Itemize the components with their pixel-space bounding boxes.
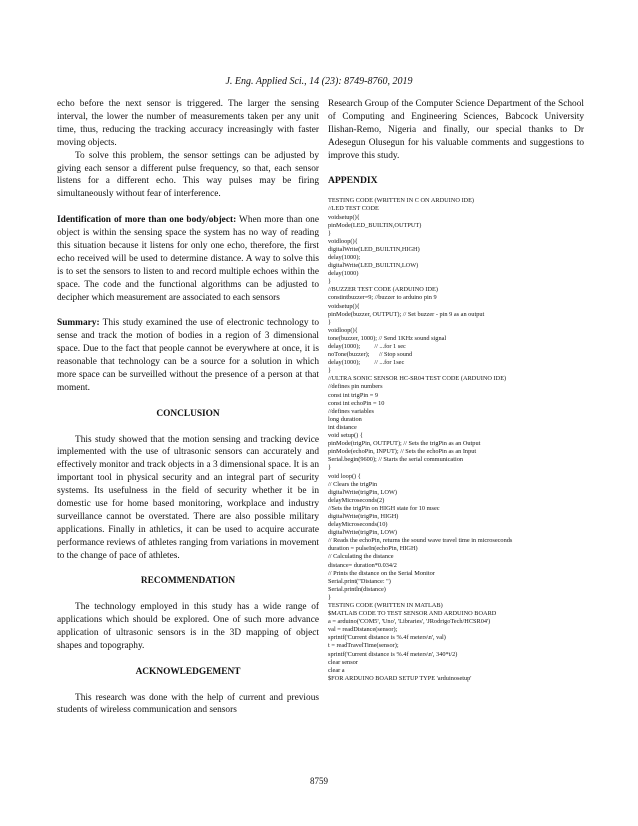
running-header: J. Eng. Applied Sci., 14 (23): 8749-8760, 2019 <box>225 76 413 87</box>
appendix-heading: APPENDIX <box>328 175 378 187</box>
right-column <box>328 98 584 683</box>
acknowledgement-continued: Research Group of the Computer Science Department of the School of Computing and Engineering Sciences, Babcock University Ilishan-Remo, Nigeria and finally, our special thanks to Dr Adesegun Olusegun for his valuable comments and suggestions to improve this study. <box>328 99 584 161</box>
page-number: 8759 <box>310 776 328 786</box>
left-column <box>57 98 319 717</box>
paragraph: echo before the next sensor is triggered. The larger the sensing interval, the lower the number of measurements taken per any unit time, thus, reducing the tracking accuracy increasingly with faster moving objects. <box>57 99 319 148</box>
acknowledgement-heading: ACKNOWLEDGEMENT <box>135 666 241 677</box>
paragraph: To solve this problem, the sensor settings can be adjusted by giving each sensor a different pulse frequency, so that, each sensor listens for a different echo. This way pulses may be firing simultaneously without fear of interference. <box>57 150 319 200</box>
paragraph-summary <box>57 317 319 394</box>
paragraph-lead: Summary: <box>57 318 100 329</box>
paragraph-body: When more than one object is within the sensing space the system has no way of reading this situation because it listens for only one echo, therefore, the first echo received will be used to determine distance. A way to solve this is to set the sensors to listen to and record multiple echoes within the space. The code and the functional algorithms can be adjusted to decipher which measurement are associated to each sensors <box>57 215 320 303</box>
paragraph-body: This study examined the use of electronic technology to sense and track the motion of bodies in a region of 3 dimensional space. Due to the fact that people cannot be everywhere at once, it is reasonable that technology can be a source for a solution in which more space can be surveilled without the presence of a person at that moment. <box>57 318 319 393</box>
paragraph-identification <box>57 214 319 304</box>
appendix-code-listing: TESTING CODE (WRITTEN IN C ON ARDUINO IDE) //LED TEST CODE voidsetup(){ pinMode(LED_BUILTIN,OUTPUT) } voidloop(){ digitalWrite(LED_BUILTIN,HIGH) delay(1000); digitalWrite(LED_BUILTIN,LOW) delay(1000) } //BUZZER TEST CODE (ARDUINO IDE) constintbuzzer=9; //buzzer to arduino pin 9 voidsetup(){ pinMode(buzzer, OUTPUT); // Set buzzer - pin 9 as an output } voidloop(){ tone(buzzer, 1000); // Send 1KHz sound signal delay(1000); // ...for 1 sec noTone(buzzer); // Stop sound delay(1000); // ...for 1sec } //ULTRA SONIC SENSOR HC-SR04 TEST CODE (ARDUINO IDE) //defines pin numbers const int trigPin = 9 const int echoPin = 10 //defines variables long duration int distance void setup() { pinMode(trigPin, OUTPUT); // Sets the trigPin as an Output pinMode(echoPin, INPUT); // Sets the echoPin as an Input Serial.begin(9600); // Starts the serial communication } void loop() { // Clears the trigPin digitalWrite(trigPin, LOW) delayMicroseconds(2) //Sets the trigPin on HIGH state for 10 msec digitalWrite(trigPin, HIGH) delayMicroseconds(10) digitalWrite(trigPin, LOW) // Reads the echoPin, returns the sound wave travel time in microseconds duration = pulseIn(echoPin, HIGH) // Calculating the distance distance= duration*0.034/2 // Prints the distance on the Serial Monitor Serial.print("Distance: ") Serial.println(distance) } TESTING CODE (WRITTEN IN MATLAB) $MATLAB CODE TO TEST SENSOR AND ARDUINO BOARD a = arduino('COM5', 'Uno', 'Libraries', 'JRodrigoTech/HCSR04') val = readDistance(sensor); sprintf('Current distance is %.4f meters\n', val) t = readTravelTime(sensor); sprintf('Current distance is %.4f meters\n', 340*t/2) clear sensor clear a $FOR ARDUINO BOARD SETUP TYPE 'arduinosetup' <box>328 197 513 682</box>
recommendation-heading: RECOMMENDATION <box>140 576 236 587</box>
conclusion-paragraph: This study showed that the motion sensing and tracking device implemented with the use of ultrasonic sensors can accurately and effectively monitor and track objects in a 3 dimensional space. It is an important tool in physical security and an integral part of security systems. Its usefulness in the field of security whether it be in domestic use for home based monitoring, workplace and industry surveillance cannot be overstated. There are also possible military applications. Finally in athletics, it can be used to acquire accurate performance reviews of athletes ranging from variations in movement to the change of pace of athletes. <box>57 434 319 561</box>
recommendation-paragraph: The technology employed in this study has a wide range of applications which should be explored. One of such more advance application of ultrasonic sensors is in the 3D mapping of object shapes and topography. <box>57 602 319 651</box>
acknowledgement-paragraph: This research was done with the help of current and previous students of wireless communication and sensors <box>57 692 319 716</box>
paragraph-lead: Identification of more than one body/object: <box>57 215 237 226</box>
conclusion-heading: CONCLUSION <box>156 408 220 419</box>
